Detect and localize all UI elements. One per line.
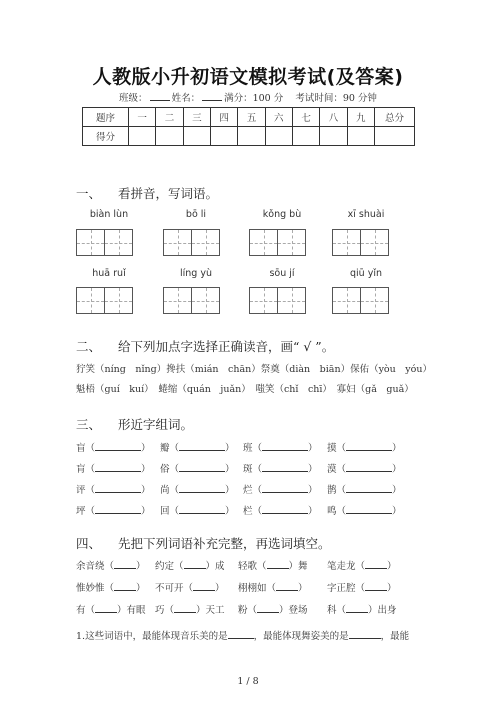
writing-cell[interactable] — [191, 287, 220, 314]
idiom-item — [155, 558, 225, 572]
idiom-item — [76, 602, 146, 616]
score-header: 八 — [320, 108, 347, 127]
section-title: 先把下列词语补充完整，再选词填空。 — [118, 536, 331, 551]
idiom-text: ） — [387, 561, 397, 572]
section-number: 三、 — [76, 417, 102, 432]
answer-blank[interactable] — [276, 581, 298, 591]
close-paren: ） — [308, 464, 318, 475]
answer-blank[interactable] — [114, 581, 136, 591]
section2-heading — [76, 337, 334, 355]
writing-cell[interactable] — [249, 287, 278, 314]
base-character: 班 — [243, 443, 253, 454]
close-paren: ） — [392, 443, 402, 454]
score-header-row — [83, 108, 415, 127]
section4-heading — [76, 534, 331, 552]
section-number: 一、 — [76, 186, 102, 201]
base-character: 俗 — [160, 464, 170, 475]
idiom-text: ）登场 — [279, 605, 308, 616]
writing-cell[interactable] — [360, 287, 389, 314]
answer-blank[interactable] — [179, 441, 225, 451]
open-paren: （ — [85, 506, 96, 517]
answer-blank[interactable] — [346, 603, 368, 613]
word-group-item — [160, 440, 235, 454]
score-value-row — [83, 127, 415, 146]
section-title: 给下列加点字选择正确读音，画“ √ ”。 — [118, 339, 335, 354]
idiom-text: ）舞 — [288, 561, 308, 572]
score-cell[interactable] — [238, 127, 265, 146]
score-table — [82, 107, 415, 146]
answer-blank[interactable] — [179, 483, 225, 493]
question-text: ，最能 — [380, 631, 410, 642]
open-paren: （ — [252, 485, 263, 496]
writing-grid — [332, 229, 389, 256]
base-character: 烂 — [243, 485, 253, 496]
idiom-text: 不可开（ — [155, 583, 194, 594]
idiom-text: 约定（ — [155, 561, 184, 572]
writing-cell[interactable] — [163, 229, 192, 256]
open-paren: （ — [336, 506, 347, 517]
open-paren: （ — [169, 506, 180, 517]
section1-heading — [76, 184, 218, 202]
writing-cell[interactable] — [332, 229, 361, 256]
idiom-text: 惟妙惟（ — [76, 583, 115, 594]
idiom-text: 有（ — [76, 605, 96, 616]
writing-grid — [332, 287, 389, 314]
close-paren: ） — [141, 506, 151, 517]
score-cell[interactable] — [265, 127, 292, 146]
section-title: 看拼音，写词语。 — [118, 186, 219, 201]
idiom-text: 巧（ — [155, 605, 175, 616]
section-number: 二、 — [76, 339, 102, 354]
idiom-text: ）天工 — [196, 605, 225, 616]
writing-cell[interactable] — [76, 287, 105, 314]
score-header: 四 — [210, 108, 237, 127]
pinyin-label: huā ruǐ — [92, 268, 126, 279]
writing-grid — [76, 229, 133, 256]
open-paren: （ — [336, 443, 347, 454]
name-blank[interactable] — [202, 92, 222, 101]
base-character: 瓣 — [160, 443, 170, 454]
score-header: 总分 — [375, 108, 415, 127]
close-paren: ） — [225, 485, 235, 496]
section-title: 形近字组词。 — [118, 417, 194, 432]
open-paren: （ — [85, 443, 96, 454]
base-character: 回 — [160, 506, 170, 517]
answer-blank[interactable] — [95, 462, 141, 472]
score-row-label: 得分 — [83, 127, 129, 146]
word-group-item — [243, 461, 318, 475]
answer-blank[interactable] — [184, 559, 206, 569]
idiom-text: 笔走龙（ — [327, 561, 366, 572]
question-text: 1.这些词语中，最能体现音乐美的是 — [76, 631, 228, 642]
word-group-item — [243, 482, 318, 496]
answer-blank[interactable] — [95, 441, 141, 451]
open-paren: （ — [169, 485, 180, 496]
answer-blank[interactable] — [262, 504, 308, 514]
score-cell[interactable] — [210, 127, 237, 146]
answer-blank[interactable] — [257, 603, 279, 613]
base-character: 肓 — [76, 464, 86, 475]
idiom-text: ） — [387, 583, 397, 594]
word-group-item — [76, 482, 151, 496]
writing-cell[interactable] — [163, 287, 192, 314]
idiom-item — [76, 558, 146, 572]
idiom-item — [155, 602, 225, 616]
close-paren: ） — [141, 485, 151, 496]
base-character: 尚 — [160, 485, 170, 496]
score-header: 七 — [292, 108, 319, 127]
base-character: 斑 — [243, 464, 253, 475]
pinyin-label: qiū yǐn — [350, 268, 382, 279]
open-paren: （ — [169, 443, 180, 454]
score-header: 一 — [129, 108, 156, 127]
writing-grid — [249, 287, 306, 314]
writing-grid — [249, 229, 306, 256]
writing-grid — [163, 287, 220, 314]
open-paren: （ — [336, 464, 347, 475]
writing-cell[interactable] — [360, 229, 389, 256]
open-paren: （ — [169, 464, 180, 475]
close-paren: ） — [308, 443, 318, 454]
full-score: 满分：100 分 — [224, 93, 284, 104]
close-paren: ） — [225, 506, 235, 517]
idiom-text: ） — [136, 561, 146, 572]
score-cell[interactable] — [292, 127, 319, 146]
writing-cell[interactable] — [104, 287, 133, 314]
idiom-item — [238, 602, 308, 616]
close-paren: ） — [392, 506, 402, 517]
answer-blank[interactable] — [346, 441, 392, 451]
word-group-item — [243, 440, 318, 454]
base-character: 漠 — [327, 464, 337, 475]
word-group-item — [327, 503, 402, 517]
idiom-text: ） — [215, 583, 225, 594]
answer-blank[interactable] — [346, 483, 392, 493]
writing-cell[interactable] — [249, 229, 278, 256]
answer-blank[interactable] — [114, 559, 136, 569]
word-group-item — [160, 461, 235, 475]
pronunciation-line: 魁梧（guí kuí） 蜷缩（quán juǎn） 嗤笑（chǐ chī） 寡妇（gǎ guǎ） — [76, 384, 414, 395]
close-paren: ） — [225, 464, 235, 475]
answer-blank[interactable] — [179, 462, 225, 472]
open-paren: （ — [252, 506, 263, 517]
base-character: 坪 — [76, 506, 86, 517]
class-label: 班级： — [119, 93, 148, 104]
answer-blank[interactable] — [346, 504, 392, 514]
score-cell[interactable] — [347, 127, 374, 146]
word-group-item — [243, 503, 318, 517]
word-group-item — [327, 440, 402, 454]
writing-cell[interactable] — [277, 287, 306, 314]
word-group-item — [76, 461, 151, 475]
open-paren: （ — [252, 443, 263, 454]
close-paren: ） — [308, 485, 318, 496]
base-character: 鸣 — [327, 506, 337, 517]
open-paren: （ — [252, 464, 263, 475]
pinyin-label: biàn lùn — [89, 209, 129, 220]
idiom-text: ）出身 — [368, 605, 397, 616]
score-header: 九 — [347, 108, 374, 127]
score-cell[interactable] — [320, 127, 347, 146]
idiom-text: 科（ — [327, 605, 347, 616]
writing-cell[interactable] — [76, 229, 105, 256]
writing-cell[interactable] — [191, 229, 220, 256]
exam-info — [0, 90, 496, 104]
answer-blank[interactable] — [95, 504, 141, 514]
page-number: 1 / 8 — [237, 676, 259, 687]
idiom-item — [327, 580, 397, 594]
answer-blank[interactable] — [174, 603, 196, 613]
writing-grid — [76, 287, 133, 314]
idiom-text: ） — [136, 583, 146, 594]
base-character: 鹊 — [327, 485, 337, 496]
answer-blank[interactable] — [365, 581, 387, 591]
answer-blank[interactable] — [179, 504, 225, 514]
close-paren: ） — [392, 464, 402, 475]
score-cell[interactable] — [129, 127, 156, 146]
word-group-item — [160, 503, 235, 517]
class-blank[interactable] — [150, 92, 170, 101]
section3-heading — [76, 415, 193, 433]
writing-cell[interactable] — [277, 229, 306, 256]
writing-grid — [163, 229, 220, 256]
pinyin-label: sōu jí — [269, 268, 295, 279]
pinyin-label: líng yù — [180, 268, 212, 279]
page-title: 人教版小升初语文模拟考试(及答案) — [92, 66, 404, 88]
close-paren: ） — [141, 464, 151, 475]
answer-blank[interactable] — [365, 559, 387, 569]
open-paren: （ — [85, 464, 96, 475]
pinyin-label: kǒng bù — [262, 209, 302, 220]
answer-blank[interactable] — [349, 629, 381, 639]
pronunciation-line: 狞笑（níng nǐng）搀扶（mián chān）祭奠（diàn biān）保佑（yòu yóu） — [76, 364, 432, 375]
idiom-text: 栩栩如（ — [238, 583, 277, 594]
idiom-item — [76, 580, 146, 594]
idiom-item — [327, 558, 397, 572]
score-header: 六 — [265, 108, 292, 127]
pinyin-label: bō li — [185, 209, 207, 220]
word-group-item — [327, 461, 402, 475]
idiom-text: ）成 — [205, 561, 225, 572]
close-paren: ） — [141, 443, 151, 454]
answer-blank[interactable] — [262, 462, 308, 472]
answer-blank[interactable] — [193, 581, 215, 591]
base-character: 栏 — [243, 506, 253, 517]
writing-cell[interactable] — [332, 287, 361, 314]
close-paren: ） — [308, 506, 318, 517]
score-header: 题序 — [83, 108, 129, 127]
section-number: 四、 — [76, 536, 102, 551]
answer-blank[interactable] — [95, 603, 117, 613]
base-character: 摸 — [327, 443, 337, 454]
close-paren: ） — [392, 485, 402, 496]
idiom-text: ） — [298, 583, 308, 594]
score-header: 二 — [156, 108, 183, 127]
writing-cell[interactable] — [104, 229, 133, 256]
idiom-item — [155, 580, 225, 594]
pinyin-label: xī shuài — [347, 209, 385, 220]
answer-blank[interactable] — [262, 441, 308, 451]
idiom-item — [238, 580, 308, 594]
exam-time: 考试时间：90 分钟 — [295, 93, 377, 104]
idiom-text: 轻歌（ — [238, 561, 267, 572]
base-character: 评 — [76, 485, 86, 496]
idiom-item — [238, 558, 308, 572]
close-paren: ） — [225, 443, 235, 454]
name-label: 姓名： — [171, 93, 201, 104]
idiom-text: 余音绕（ — [76, 561, 115, 572]
word-group-item — [327, 482, 402, 496]
idiom-text: ）有眼 — [117, 605, 146, 616]
answer-blank[interactable] — [95, 483, 141, 493]
idiom-item — [327, 602, 397, 616]
answer-blank[interactable] — [228, 629, 254, 639]
question-text: ，最能体现舞姿美的是 — [253, 631, 349, 642]
idiom-text: 字正腔（ — [327, 583, 366, 594]
word-group-item — [76, 440, 151, 454]
base-character: 盲 — [76, 443, 86, 454]
score-header: 三 — [183, 108, 210, 127]
open-paren: （ — [85, 485, 96, 496]
score-cell[interactable] — [183, 127, 210, 146]
score-cell[interactable] — [375, 127, 415, 146]
idiom-text: 粉（ — [238, 605, 258, 616]
word-group-item — [160, 482, 235, 496]
score-cell[interactable] — [156, 127, 183, 146]
answer-blank[interactable] — [267, 559, 289, 569]
word-group-item — [76, 503, 151, 517]
answer-blank[interactable] — [346, 462, 392, 472]
question-1 — [76, 628, 409, 642]
answer-blank[interactable] — [262, 483, 308, 493]
open-paren: （ — [336, 485, 347, 496]
score-header: 五 — [238, 108, 265, 127]
